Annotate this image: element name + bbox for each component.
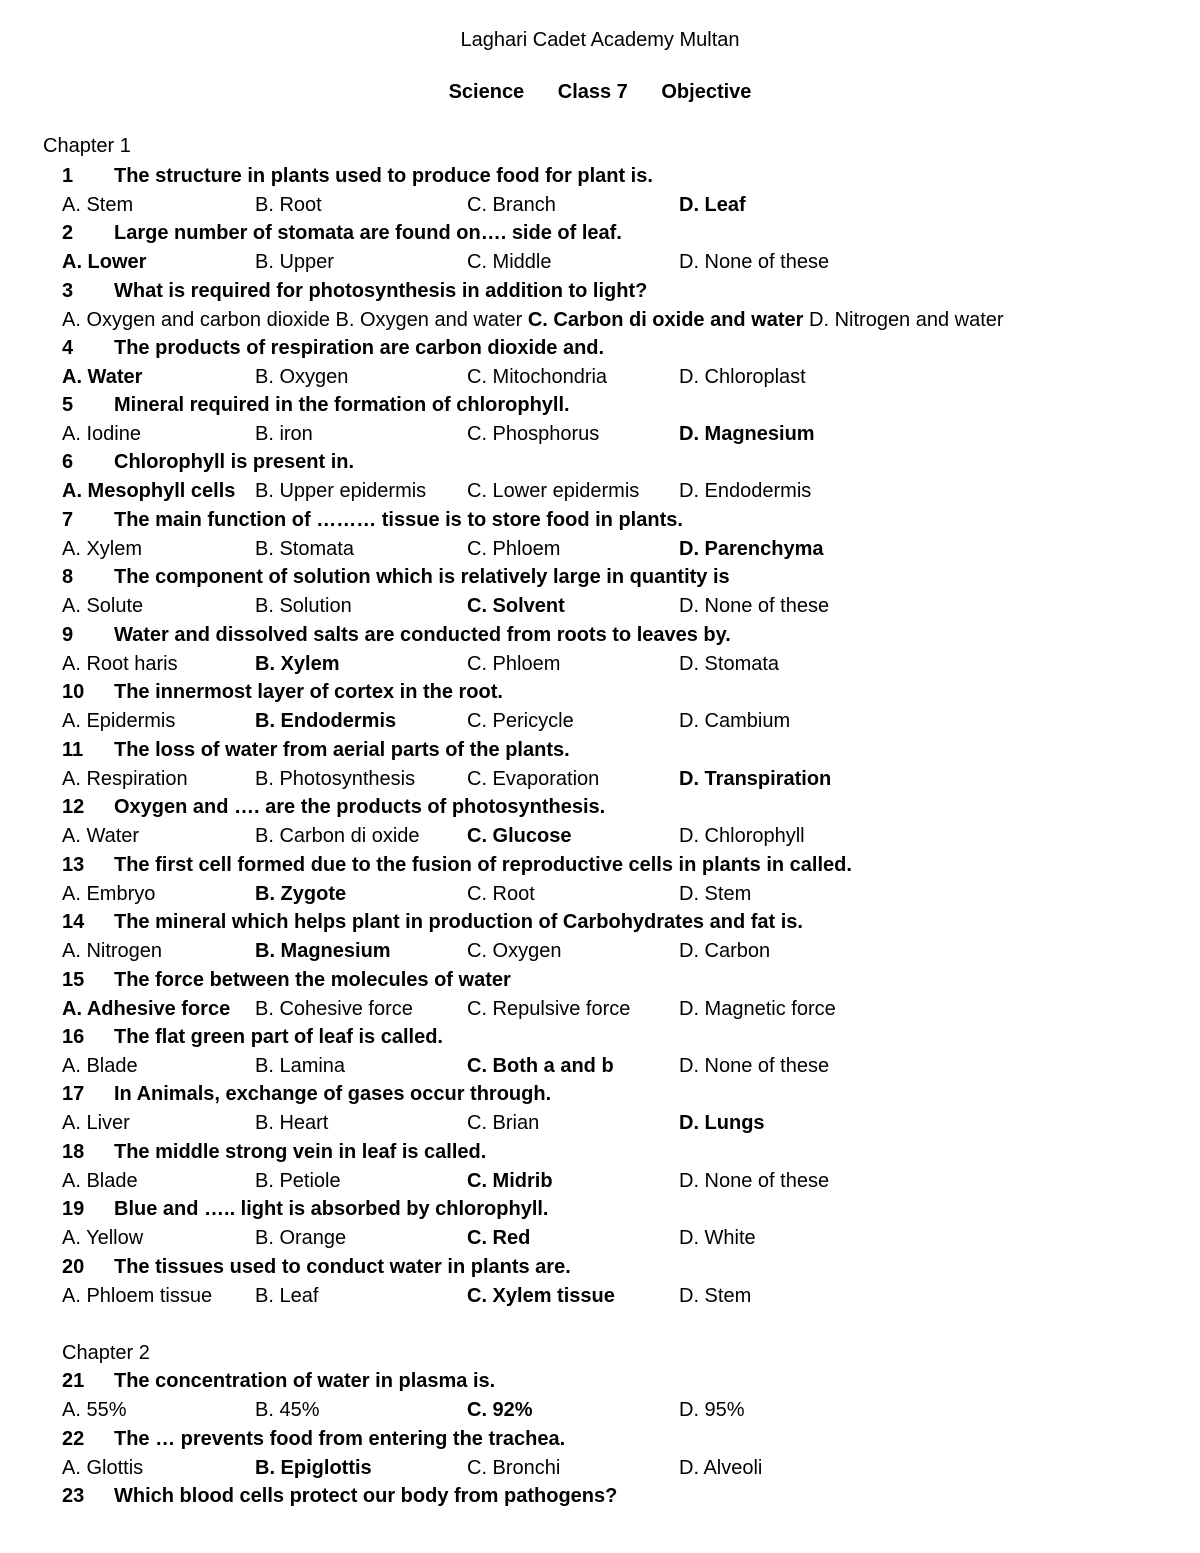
answer-option-correct: D. Parenchyma bbox=[679, 538, 824, 560]
answer-option: B. 45% bbox=[255, 1399, 320, 1421]
question-text: The main function of ……… tissue is to store food in plants. bbox=[114, 509, 683, 531]
answer-option: A. Root haris bbox=[62, 653, 178, 675]
answer-option: C. Bronchi bbox=[467, 1457, 561, 1479]
answer-option: B. Orange bbox=[255, 1227, 347, 1249]
answer-option: A. Liver bbox=[62, 1112, 130, 1134]
answer-option: A. Blade bbox=[62, 1055, 138, 1077]
answer-option: B. Petiole bbox=[255, 1170, 341, 1192]
answer-option-correct: D. Transpiration bbox=[679, 768, 832, 790]
answer-options bbox=[62, 191, 1182, 219]
answer-options bbox=[62, 306, 1182, 334]
question-text: The concentration of water in plasma is. bbox=[114, 1370, 496, 1392]
page-subtitle bbox=[0, 81, 1200, 104]
question bbox=[62, 908, 803, 936]
answer-option: A. Glottis bbox=[62, 1457, 144, 1479]
answer-options bbox=[62, 822, 1182, 850]
answer-option-correct: C. Both a and b bbox=[467, 1055, 614, 1077]
answer-option: C. Root bbox=[467, 883, 535, 905]
answer-option: D. None of these bbox=[679, 1055, 830, 1077]
answer-option: A. Blade bbox=[62, 1170, 138, 1192]
answer-options bbox=[62, 1454, 1182, 1482]
question bbox=[62, 1425, 565, 1453]
answer-option: D. Chloroplast bbox=[679, 366, 806, 388]
answer-option-correct: C. Solvent bbox=[467, 595, 565, 617]
question-number: 2 bbox=[62, 222, 74, 244]
question bbox=[62, 1367, 495, 1395]
question-number: 19 bbox=[62, 1198, 85, 1220]
answer-option: C. Phloem bbox=[467, 653, 561, 675]
answer-options bbox=[62, 880, 1182, 908]
answer-option-correct: A. Adhesive force bbox=[62, 998, 231, 1020]
question-number: 8 bbox=[62, 566, 74, 588]
question-text: What is required for photosynthesis in addition to light? bbox=[114, 280, 648, 302]
question-text: The loss of water from aerial parts of the plants. bbox=[114, 739, 570, 761]
answer-option-correct: D. Lungs bbox=[679, 1112, 765, 1134]
question-number: 16 bbox=[62, 1026, 85, 1048]
answer-option: D. None of these bbox=[679, 595, 830, 617]
answer-option-correct: C. 92% bbox=[467, 1399, 533, 1421]
answer-option: A. 55% bbox=[62, 1399, 127, 1421]
question bbox=[62, 1023, 443, 1051]
answer-option-correct: A. Mesophyll cells bbox=[62, 480, 236, 502]
question bbox=[62, 1253, 571, 1281]
question-number: 11 bbox=[62, 739, 84, 761]
answer-option: C. Phloem bbox=[467, 538, 561, 560]
answer-option: B. Upper bbox=[255, 251, 334, 273]
answer-options bbox=[62, 535, 1182, 563]
question-text: Blue and ….. light is absorbed by chlorophyll. bbox=[114, 1198, 549, 1220]
question-text: Large number of stomata are found on…. side of leaf. bbox=[114, 222, 622, 244]
question-number: 17 bbox=[62, 1083, 85, 1105]
answer-options bbox=[62, 1052, 1182, 1080]
answer-option: B. Lamina bbox=[255, 1055, 346, 1077]
answer-option: C. Pericycle bbox=[467, 710, 574, 732]
answer-option: B. Leaf bbox=[255, 1285, 319, 1307]
answer-option: A. Oxygen and carbon dioxide bbox=[62, 309, 330, 331]
answer-option: A. Phloem tissue bbox=[62, 1285, 213, 1307]
answer-option-correct: B. Magnesium bbox=[255, 940, 391, 962]
answer-option: D. Magnetic force bbox=[679, 998, 836, 1020]
answer-option-correct: A. Water bbox=[62, 366, 143, 388]
question bbox=[62, 621, 731, 649]
question bbox=[62, 162, 653, 190]
question-number: 1 bbox=[62, 165, 74, 187]
question bbox=[62, 506, 683, 534]
answer-option-correct: B. Epiglottis bbox=[255, 1457, 372, 1479]
answer-options bbox=[62, 937, 1182, 965]
question-text: The products of respiration are carbon dioxide and. bbox=[114, 337, 605, 359]
question bbox=[62, 334, 604, 362]
question-number: 21 bbox=[62, 1370, 85, 1392]
question-text: The mineral which helps plant in production of Carbohydrates and fat is. bbox=[114, 911, 803, 933]
answer-option-correct: C. Glucose bbox=[467, 825, 572, 847]
answer-option: B. Carbon di oxide bbox=[255, 825, 420, 847]
answer-options bbox=[62, 420, 1182, 448]
question-number: 3 bbox=[62, 280, 74, 302]
answer-option: A. Xylem bbox=[62, 538, 143, 560]
page-title: Laghari Cadet Academy Multan bbox=[460, 29, 740, 51]
question-text: The force between the molecules of water bbox=[114, 969, 511, 991]
answer-option: B. iron bbox=[255, 423, 313, 445]
question-text: In Animals, exchange of gases occur through. bbox=[114, 1083, 552, 1105]
question-number: 15 bbox=[62, 969, 85, 991]
answer-options bbox=[62, 707, 1182, 735]
answer-options bbox=[62, 1224, 1182, 1252]
answer-option: B. Oxygen bbox=[255, 366, 349, 388]
answer-option: D. Stem bbox=[679, 883, 752, 905]
question bbox=[62, 1482, 617, 1510]
answer-option: D. Chlorophyll bbox=[679, 825, 805, 847]
question-text: The tissues used to conduct water in plants are. bbox=[114, 1256, 571, 1278]
question-number: 13 bbox=[62, 854, 85, 876]
question-text: Mineral required in the formation of chlorophyll. bbox=[114, 394, 570, 416]
chapter-heading: Chapter 1 bbox=[43, 135, 131, 157]
answer-option: A. Respiration bbox=[62, 768, 188, 790]
answer-options bbox=[62, 1167, 1182, 1195]
answer-options bbox=[62, 248, 1182, 276]
answer-option: D. None of these bbox=[679, 1170, 830, 1192]
question-number: 22 bbox=[62, 1428, 85, 1450]
question bbox=[62, 966, 511, 994]
answer-option: D. Alveoli bbox=[679, 1457, 763, 1479]
question bbox=[62, 793, 605, 821]
answer-option: D. Stem bbox=[679, 1285, 752, 1307]
question-number: 12 bbox=[62, 796, 85, 818]
answer-options bbox=[62, 995, 1182, 1023]
question bbox=[62, 219, 622, 247]
question-text: The first cell formed due to the fusion of reproductive cells in plants in called. bbox=[114, 854, 852, 876]
question bbox=[62, 736, 570, 764]
question bbox=[62, 277, 647, 305]
answer-option-correct: C. Xylem tissue bbox=[467, 1285, 615, 1307]
answer-option: D. None of these bbox=[679, 251, 830, 273]
question bbox=[62, 391, 570, 419]
question-text: Which blood cells protect our body from pathogens? bbox=[114, 1485, 618, 1507]
question-text: Chlorophyll is present in. bbox=[114, 451, 355, 473]
question-number: 14 bbox=[62, 911, 85, 933]
question bbox=[62, 1195, 549, 1223]
question bbox=[62, 1080, 551, 1108]
question-text: The flat green part of leaf is called. bbox=[114, 1026, 443, 1048]
answer-option-correct: C. Carbon di oxide and water bbox=[527, 309, 804, 331]
answer-option-correct: B. Zygote bbox=[255, 883, 347, 905]
answer-option: C. Oxygen bbox=[467, 940, 562, 962]
answer-option: A. Solute bbox=[62, 595, 144, 617]
chapter-heading: Chapter 2 bbox=[62, 1342, 150, 1364]
answer-options bbox=[62, 1282, 1182, 1310]
answer-option: A. Stem bbox=[62, 194, 134, 216]
answer-options bbox=[62, 1396, 1182, 1424]
answer-option: A. Water bbox=[62, 825, 140, 847]
answer-option: B. Solution bbox=[255, 595, 352, 617]
answer-option: A. Yellow bbox=[62, 1227, 144, 1249]
answer-option: A. Iodine bbox=[62, 423, 141, 445]
question bbox=[62, 851, 852, 879]
question bbox=[62, 678, 503, 706]
answer-options bbox=[62, 363, 1182, 391]
question bbox=[62, 448, 354, 476]
answer-option: C. Brian bbox=[467, 1112, 540, 1134]
question bbox=[62, 1138, 486, 1166]
answer-option: D. Nitrogen and water bbox=[809, 309, 1004, 331]
answer-option: D. Endodermis bbox=[679, 480, 812, 502]
answer-options bbox=[62, 477, 1182, 505]
answer-option-correct: A. Lower bbox=[62, 251, 147, 273]
answer-option: B. Heart bbox=[255, 1112, 329, 1134]
answer-options bbox=[62, 650, 1182, 678]
subject-label: Science bbox=[448, 81, 525, 103]
question-number: 10 bbox=[62, 681, 85, 703]
answer-option: C. Lower epidermis bbox=[467, 480, 640, 502]
answer-option-correct: C. Red bbox=[467, 1227, 531, 1249]
answer-option-correct: B. Endodermis bbox=[255, 710, 397, 732]
answer-option: B. Root bbox=[255, 194, 322, 216]
answer-option: A. Nitrogen bbox=[62, 940, 163, 962]
answer-option: B. Stomata bbox=[255, 538, 354, 560]
question-number: 18 bbox=[62, 1141, 85, 1163]
question-number: 23 bbox=[62, 1485, 85, 1507]
answer-option: D. Stomata bbox=[679, 653, 780, 675]
question-number: 5 bbox=[62, 394, 74, 416]
answer-option: C. Mitochondria bbox=[467, 366, 608, 388]
question-text: The middle strong vein in leaf is called. bbox=[114, 1141, 487, 1163]
question-number: 20 bbox=[62, 1256, 85, 1278]
question-number: 9 bbox=[62, 624, 74, 646]
answer-option: C. Phosphorus bbox=[467, 423, 600, 445]
answer-option: D. Cambium bbox=[679, 710, 791, 732]
answer-option: D. 95% bbox=[679, 1399, 745, 1421]
question-text: The innermost layer of cortex in the root. bbox=[114, 681, 503, 703]
answer-options bbox=[62, 765, 1182, 793]
class-label: Class 7 bbox=[557, 81, 628, 103]
answer-option-correct: C. Midrib bbox=[467, 1170, 553, 1192]
type-label: Objective bbox=[661, 81, 752, 103]
answer-option-correct: B. Xylem bbox=[255, 653, 340, 675]
answer-option: A. Embryo bbox=[62, 883, 156, 905]
answer-option: B. Oxygen and water bbox=[335, 309, 523, 331]
question-number: 7 bbox=[62, 509, 74, 531]
answer-option-correct: D. Leaf bbox=[679, 194, 746, 216]
answer-option: C. Branch bbox=[467, 194, 556, 216]
answer-options bbox=[62, 1109, 1182, 1137]
question-text: The … prevents food from entering the trachea. bbox=[114, 1428, 566, 1450]
question bbox=[62, 563, 730, 591]
answer-option: D. Carbon bbox=[679, 940, 771, 962]
answer-option: B. Photosynthesis bbox=[255, 768, 416, 790]
answer-option: C. Evaporation bbox=[467, 768, 600, 790]
question-text: The component of solution which is relatively large in quantity is bbox=[114, 566, 730, 588]
answer-option: C. Repulsive force bbox=[467, 998, 631, 1020]
question-number: 4 bbox=[62, 337, 74, 359]
question-number: 6 bbox=[62, 451, 74, 473]
answer-options bbox=[62, 592, 1182, 620]
answer-option: D. White bbox=[679, 1227, 756, 1249]
answer-option: B. Cohesive force bbox=[255, 998, 413, 1020]
question-text: The structure in plants used to produce food for plant is. bbox=[114, 165, 653, 187]
answer-option: A. Epidermis bbox=[62, 710, 176, 732]
answer-option: C. Middle bbox=[467, 251, 552, 273]
answer-option: B. Upper epidermis bbox=[255, 480, 427, 502]
answer-option-correct: D. Magnesium bbox=[679, 423, 815, 445]
question-text: Water and dissolved salts are conducted from roots to leaves by. bbox=[114, 624, 731, 646]
question-text: Oxygen and …. are the products of photosynthesis. bbox=[114, 796, 606, 818]
